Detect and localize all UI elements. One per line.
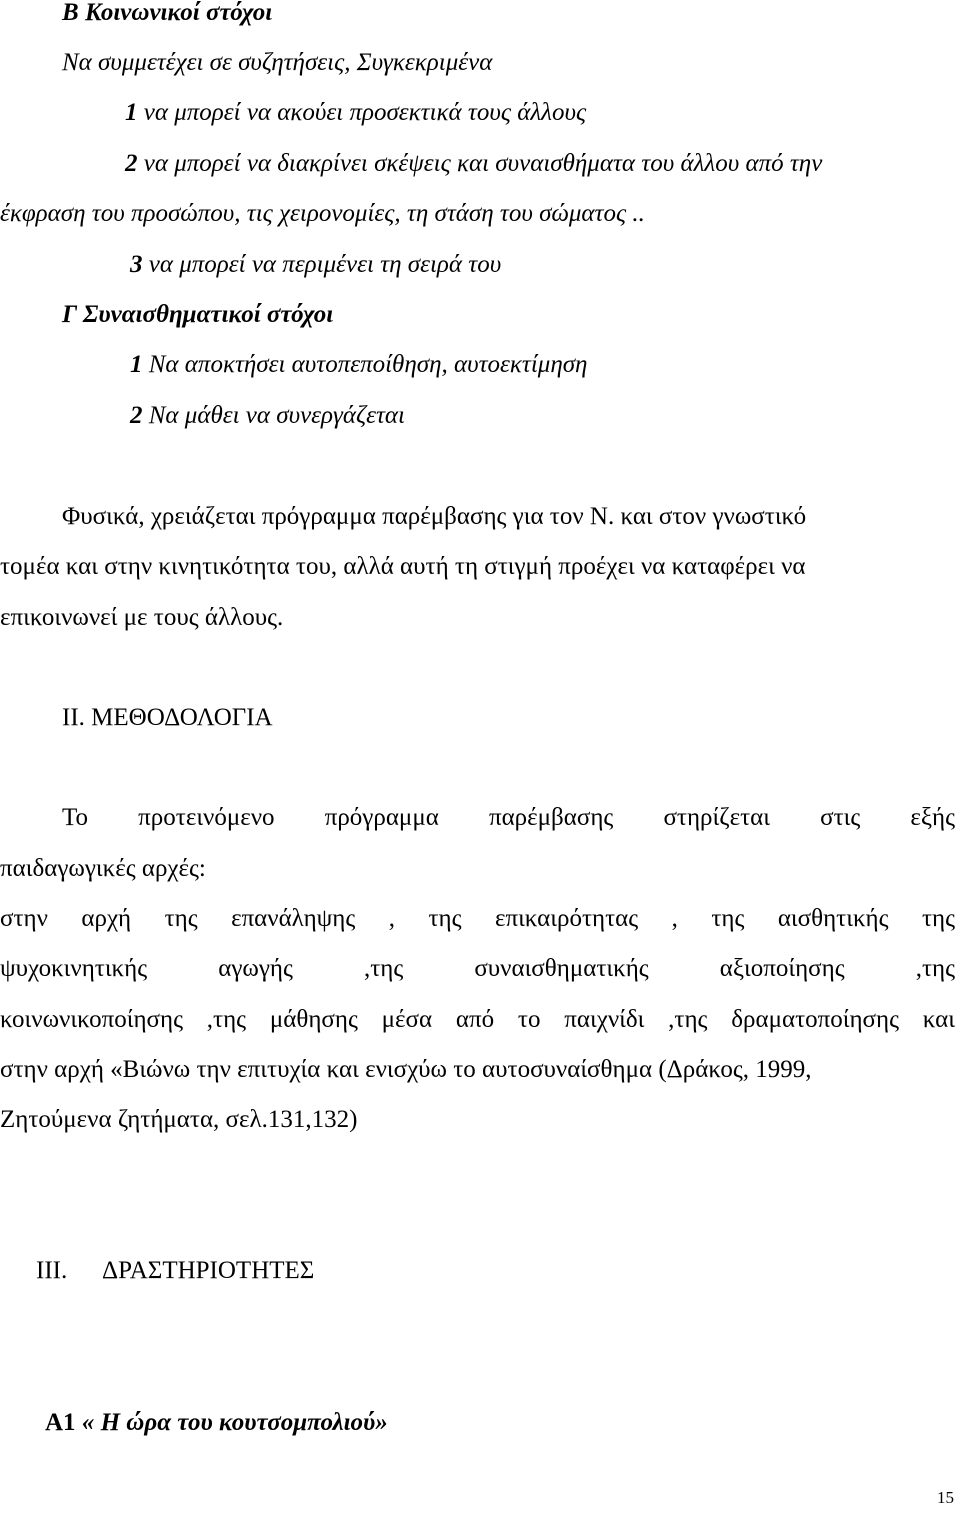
social-goals-heading — [62, 0, 272, 28]
item-number: 2 — [125, 150, 138, 177]
item-text: να μπορεί να ακούει προσεκτικά τους άλλους — [143, 99, 587, 126]
activities-heading-text: ΔΡΑΣΤΗΡΙΟΤΗΤΕΣ — [102, 1257, 315, 1284]
social-goals-intro: Να συμμετέχει σε συζητήσεις, Συγκεκριμένα — [62, 49, 493, 76]
paragraph-line: επικοινωνεί με τους άλλους. — [0, 604, 284, 631]
emotional-goals-heading — [62, 300, 333, 330]
paragraph-line: Φυσικά, χρειάζεται πρόγραμμα παρέμβασης για τον Ν. και στον γνωστικό — [62, 503, 807, 530]
methodology-line: στην αρχή «Βιώνω την επιτυχία και ενισχύω το αυτοσυναίσθημα (Δράκος, 1999, — [0, 1056, 812, 1083]
social-goal-item-3 — [130, 250, 501, 280]
social-goal-item-1 — [125, 98, 586, 128]
methodology-line: Το προτεινόμενο πρόγραμμα παρέμβασης στηρίζεται στις εξής — [62, 804, 955, 831]
page-number: 15 — [937, 1488, 954, 1507]
activity-1-title: « Η ώρα του κουτσομπολιού» — [81, 1409, 388, 1436]
methodology-line: στην αρχή της επανάληψης , της επικαιρότητας , της αισθητικής της — [0, 905, 955, 932]
social-goal-item-2-line1 — [125, 149, 822, 179]
activities-heading-number: ΙΙΙ. — [36, 1257, 68, 1284]
item-number: 1 — [125, 99, 138, 126]
emotional-goal-item-2 — [130, 401, 405, 431]
emotional-goals-letter: Γ — [62, 301, 77, 328]
emotional-goal-item-1 — [130, 350, 587, 380]
social-goal-item-2-line2: έκφραση του προσώπου, τις χειρονομίες, τη στάση του σώματος .. — [0, 200, 645, 227]
social-goals-letter: B — [62, 0, 79, 26]
emotional-goals-title: Συναισθηματικοί στόχοι — [82, 301, 334, 328]
activity-1-heading — [45, 1408, 388, 1438]
item-number: 3 — [130, 251, 143, 278]
item-number: 2 — [130, 402, 143, 429]
social-goals-title: Κοινωνικοί στόχοι — [84, 0, 273, 26]
item-text: Να μάθει να συνεργάζεται — [148, 402, 405, 429]
item-text: να μπορεί να περιμένει τη σειρά του — [148, 251, 502, 278]
methodology-line: παιδαγωγικές αρχές: — [0, 855, 206, 882]
methodology-line: ψυχοκινητικής αγωγής ,της συναισθηματικής αξιοποίησης ,της — [0, 955, 955, 982]
item-text: Να αποκτήσει αυτοπεποίθηση, αυτοεκτίμηση — [148, 351, 588, 378]
methodology-heading: ΙΙ. ΜΕΘΟΔΟΛΟΓΙΑ — [62, 704, 273, 731]
activity-1-label: Α1 — [45, 1409, 76, 1436]
methodology-line: Ζητούμενα ζητήματα, σελ.131,132) — [0, 1106, 358, 1133]
item-text: να μπορεί να διακρίνει σκέψεις και συναισθήματα του άλλου από την — [143, 150, 823, 177]
methodology-line: κοινωνικοποίησης ,της μάθησης μέσα από το παιχνίδι ,της δραματοποίησης και — [0, 1006, 955, 1033]
item-number: 1 — [130, 351, 143, 378]
paragraph-line: τομέα και στην κινητικότητα του, αλλά αυτή τη στιγμή προέχει να καταφέρει να — [0, 553, 806, 580]
